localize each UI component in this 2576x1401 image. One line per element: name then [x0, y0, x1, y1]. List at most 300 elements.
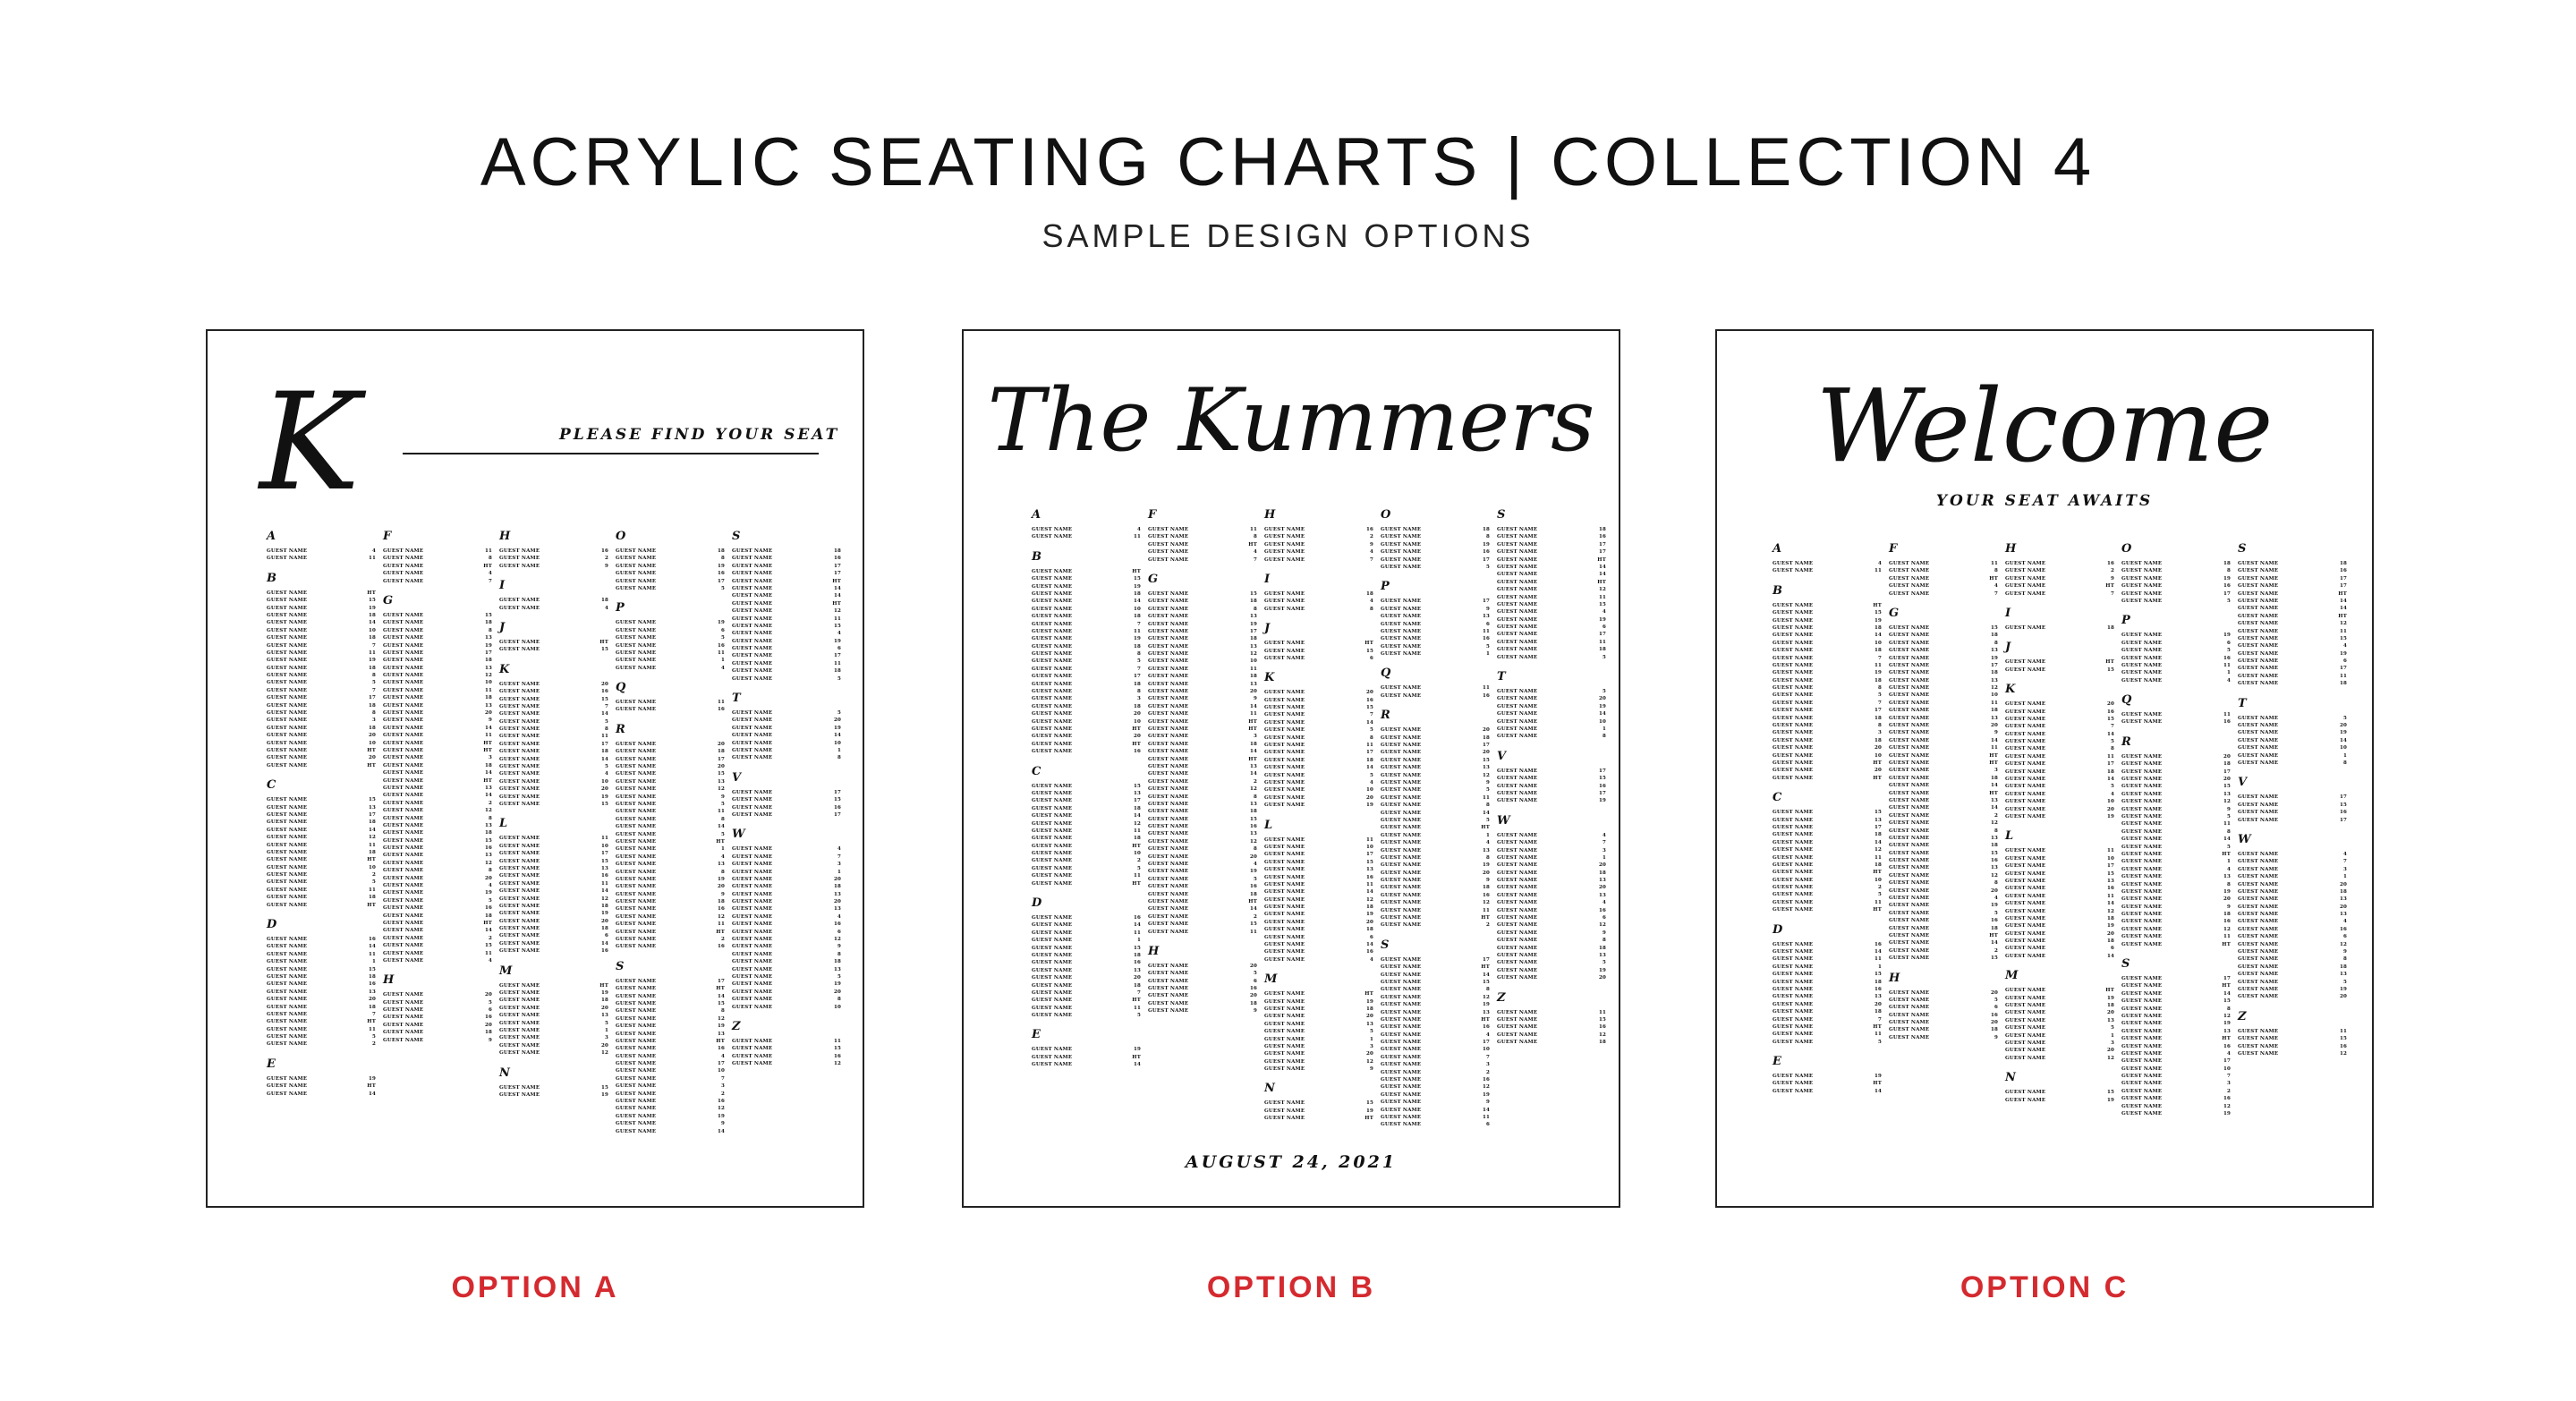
- table-number: 20: [2223, 753, 2231, 760]
- guest-name: GUEST NAME: [1497, 967, 1538, 973]
- guest-name: GUEST NAME: [1264, 690, 1305, 696]
- guest-name: GUEST NAME: [383, 710, 424, 717]
- guest-name: GUEST NAME: [732, 593, 773, 599]
- guest-row: [1264, 866, 1373, 873]
- guest-row: [1381, 824, 1490, 831]
- guest-row: [2121, 783, 2231, 790]
- guest-row: [1773, 560, 1882, 567]
- guest-row: [1773, 1001, 1882, 1008]
- guest-row: [383, 650, 492, 657]
- table-number: 11: [1874, 956, 1882, 963]
- guest-row: [2238, 993, 2347, 1000]
- guest-name: GUEST NAME: [1497, 878, 1538, 884]
- guest-row: [1032, 695, 1141, 702]
- table-number: 16: [1133, 749, 1141, 755]
- guest-row: [1773, 979, 1882, 986]
- guest-name: GUEST NAME: [1381, 915, 1422, 921]
- table-number: 8: [1369, 734, 1373, 741]
- guest-name: GUEST NAME: [267, 1026, 308, 1032]
- guest-name: GUEST NAME: [2238, 606, 2279, 612]
- guest-row: [616, 898, 725, 905]
- table-number: 16: [717, 944, 725, 950]
- guest-row: [1381, 1009, 1490, 1016]
- guest-row: [1773, 862, 1882, 869]
- guest-row: [1264, 1050, 1373, 1057]
- table-number: 5: [1877, 692, 1882, 699]
- guest-name: GUEST NAME: [2238, 650, 2279, 657]
- guest-row: [732, 1004, 841, 1011]
- guest-row: [1032, 718, 1141, 726]
- guest-name: GUEST NAME: [1148, 614, 1189, 620]
- table-number: 5: [2342, 715, 2347, 721]
- guest-row: [383, 927, 492, 934]
- guest-row: [1264, 888, 1373, 896]
- guest-row: [267, 1075, 376, 1083]
- guest-name: GUEST NAME: [2238, 817, 2279, 823]
- guest-row: [267, 958, 376, 965]
- guest-name: GUEST NAME: [1264, 727, 1305, 734]
- guest-row: [1773, 760, 1882, 767]
- guest-row: [616, 1075, 725, 1083]
- table-number: 10: [833, 1004, 841, 1010]
- letter-group: [499, 964, 608, 1057]
- guest-row: [1381, 749, 1490, 756]
- table-number: 5: [2342, 979, 2347, 985]
- guest-row: [732, 913, 841, 921]
- guest-row: [2121, 851, 2231, 858]
- table-number: 18: [833, 548, 841, 554]
- guest-row: [1497, 533, 1606, 540]
- guest-name: GUEST NAME: [1264, 998, 1305, 1005]
- guest-row: [383, 769, 492, 777]
- guest-row: [1381, 892, 1490, 899]
- guest-row: [2121, 655, 2231, 662]
- guest-name: GUEST NAME: [732, 1061, 773, 1067]
- group-letter: B: [1773, 583, 1782, 598]
- table-number: 19: [600, 794, 608, 800]
- table-number: HT: [1873, 1081, 1882, 1087]
- guest-name: GUEST NAME: [732, 966, 773, 972]
- guest-row: [1773, 1023, 1882, 1031]
- table-number: 12: [1990, 872, 1998, 879]
- guest-row: [1497, 974, 1606, 981]
- guest-row: [732, 951, 841, 958]
- guest-row: [499, 1027, 608, 1034]
- group-letter: K: [1264, 671, 1275, 685]
- guest-row: [1032, 1054, 1141, 1061]
- table-number: 15: [2106, 716, 2114, 722]
- guest-name: GUEST NAME: [732, 921, 773, 928]
- table-number: 19: [600, 911, 608, 917]
- guest-name: GUEST NAME: [1889, 590, 1930, 597]
- guest-row: [2005, 738, 2114, 745]
- table-number: 13: [1990, 797, 1998, 803]
- guest-name: GUEST NAME: [1889, 820, 1930, 827]
- guest-name: GUEST NAME: [1264, 534, 1305, 540]
- table-number: 15: [368, 797, 376, 803]
- guest-name: GUEST NAME: [1381, 692, 1422, 699]
- guest-name: GUEST NAME: [267, 635, 308, 641]
- table-number: 14: [2339, 606, 2347, 612]
- guest-name: GUEST NAME: [383, 777, 424, 784]
- guest-row: [2121, 933, 2231, 940]
- table-number: 17: [1133, 798, 1141, 804]
- table-number: 5: [1877, 1039, 1882, 1045]
- table-number: 17: [833, 563, 841, 569]
- table-number: 10: [368, 864, 376, 870]
- guest-name: GUEST NAME: [383, 999, 424, 1006]
- guest-row: [1381, 757, 1490, 764]
- table-number: 19: [2223, 888, 2231, 895]
- table-number: 13: [1990, 835, 1998, 841]
- guest-name: GUEST NAME: [1773, 655, 1814, 661]
- guest-name: GUEST NAME: [499, 794, 540, 800]
- guest-row: [1889, 715, 1998, 722]
- table-number: 7: [1602, 840, 1606, 846]
- guest-row: [1381, 979, 1490, 986]
- table-number: 16: [1598, 907, 1606, 913]
- guest-row: [1381, 832, 1490, 839]
- guest-row: [267, 634, 376, 641]
- guest-row: [1889, 560, 1998, 567]
- guest-name: GUEST NAME: [1381, 1100, 1422, 1106]
- guest-row: [1773, 677, 1882, 684]
- guest-name: GUEST NAME: [616, 1106, 657, 1112]
- guest-row: [1889, 590, 1998, 598]
- guest-row: [1889, 1004, 1998, 1011]
- guest-row: [499, 843, 608, 850]
- guest-name: GUEST NAME: [1497, 938, 1538, 944]
- guest-name: GUEST NAME: [267, 887, 308, 893]
- guest-row: [2121, 1110, 2231, 1117]
- table-number: 5: [1602, 689, 1606, 695]
- guest-row: [1148, 533, 1257, 540]
- guest-row: [1773, 752, 1882, 760]
- guest-row: [1381, 564, 1490, 571]
- guest-name: GUEST NAME: [732, 906, 773, 913]
- guest-row: [2121, 640, 2231, 647]
- table-number: 20: [1598, 885, 1606, 891]
- guest-name: GUEST NAME: [1889, 783, 1930, 789]
- guest-row: [2005, 798, 2114, 805]
- guest-row: [2121, 926, 2231, 933]
- table-number: 16: [1990, 1012, 1998, 1018]
- guest-row: [1032, 997, 1141, 1004]
- guest-row: [1773, 824, 1882, 831]
- guest-row: [1032, 673, 1141, 680]
- table-number: 18: [833, 959, 841, 965]
- guest-row: [1148, 913, 1257, 921]
- guest-name: GUEST NAME: [1889, 828, 1930, 834]
- guest-name: GUEST NAME: [1773, 1088, 1814, 1094]
- table-number: 10: [1482, 1047, 1490, 1053]
- guest-row: [1264, 926, 1373, 933]
- table-number: 5: [837, 675, 841, 682]
- guest-row: [1381, 914, 1490, 921]
- table-number: 20: [484, 992, 492, 998]
- guest-row: [2005, 806, 2114, 813]
- table-number: 1: [1877, 964, 1882, 970]
- table-number: 11: [717, 650, 725, 656]
- table-number: 11: [2223, 662, 2231, 668]
- guest-name: GUEST NAME: [2121, 670, 2163, 676]
- guest-name: GUEST NAME: [2238, 851, 2279, 857]
- table-number: 1: [1485, 651, 1490, 658]
- guest-name: GUEST NAME: [2005, 746, 2046, 752]
- table-number: 19: [1365, 802, 1373, 809]
- table-number: 9: [1602, 930, 1606, 936]
- guest-name: GUEST NAME: [1148, 786, 1189, 793]
- guest-row: [1497, 832, 1606, 839]
- guest-row: [616, 748, 725, 755]
- guest-name: GUEST NAME: [1264, 648, 1305, 654]
- guest-row: [1889, 567, 1998, 574]
- guest-name: GUEST NAME: [1032, 726, 1073, 732]
- guest-name: GUEST NAME: [1773, 941, 1814, 947]
- guest-name: GUEST NAME: [1032, 643, 1073, 650]
- guest-name: GUEST NAME: [1148, 763, 1189, 769]
- guest-name: GUEST NAME: [616, 824, 657, 830]
- guest-name: GUEST NAME: [1773, 899, 1814, 905]
- table-number: 9: [1369, 1066, 1373, 1073]
- table-number: 12: [1482, 994, 1490, 1000]
- guest-name: GUEST NAME: [732, 638, 773, 644]
- event-date: AUGUST 24, 2021: [1185, 1152, 1398, 1172]
- guest-row: [2238, 979, 2347, 986]
- guest-row: [1773, 655, 1882, 662]
- table-number: 13: [1874, 817, 1882, 823]
- guest-name: GUEST NAME: [616, 1128, 657, 1134]
- guest-name: GUEST NAME: [1497, 726, 1538, 732]
- guest-row: [267, 827, 376, 834]
- guest-row: [1264, 704, 1373, 711]
- guest-row: [267, 1040, 376, 1048]
- table-number: 6: [2226, 640, 2231, 646]
- guest-row: [267, 717, 376, 724]
- guest-name: GUEST NAME: [383, 913, 424, 919]
- guest-row: [1264, 911, 1373, 918]
- table-number: 17: [833, 571, 841, 577]
- table-number: 15: [1249, 590, 1257, 597]
- guest-row: [383, 852, 492, 859]
- table-number: 12: [1249, 786, 1257, 793]
- guest-row: [732, 861, 841, 868]
- guest-name: GUEST NAME: [1264, 904, 1305, 911]
- table-number: 19: [1990, 655, 1998, 661]
- guest-row: [1032, 952, 1141, 959]
- table-number: HT: [367, 590, 376, 596]
- guest-row: [2005, 753, 2114, 760]
- guest-name: GUEST NAME: [383, 920, 424, 926]
- table-number: 12: [717, 913, 725, 920]
- guest-name: GUEST NAME: [267, 937, 308, 943]
- guest-row: [1381, 598, 1490, 605]
- table-number: 17: [1874, 708, 1882, 714]
- guest-name: GUEST NAME: [2005, 1017, 2046, 1023]
- guest-name: GUEST NAME: [2121, 990, 2163, 997]
- guest-name: GUEST NAME: [1497, 922, 1538, 929]
- table-number: 18: [2339, 888, 2347, 895]
- table-number: 8: [1877, 723, 1882, 729]
- table-number: 20: [1365, 794, 1373, 801]
- guest-name: GUEST NAME: [616, 771, 657, 777]
- guest-name: GUEST NAME: [1889, 989, 1930, 996]
- guest-row: [2005, 560, 2114, 567]
- guest-name: GUEST NAME: [732, 846, 773, 853]
- table-number: 18: [368, 635, 376, 641]
- guest-row: [1889, 1012, 1998, 1019]
- guest-name: GUEST NAME: [1381, 817, 1422, 823]
- table-number: 8: [837, 951, 841, 957]
- table-number: 18: [1990, 775, 1998, 781]
- guest-row: [267, 687, 376, 694]
- guest-row: [499, 696, 608, 703]
- guest-row: [267, 849, 376, 856]
- group-letter: L: [2005, 829, 2014, 844]
- table-number: 9: [1253, 1008, 1257, 1015]
- guest-name: GUEST NAME: [1381, 802, 1422, 809]
- guest-row: [616, 1015, 725, 1023]
- letter-group: [1032, 508, 1141, 541]
- guest-name: GUEST NAME: [1497, 930, 1538, 936]
- guest-name: GUEST NAME: [267, 879, 308, 886]
- table-number: 4: [1994, 896, 1998, 902]
- table-number: 16: [2106, 709, 2114, 715]
- table-number: 20: [2106, 1048, 2114, 1054]
- guest-name: GUEST NAME: [383, 556, 424, 562]
- guest-name: GUEST NAME: [267, 804, 308, 811]
- table-number: 4: [1253, 862, 1257, 868]
- guest-name: GUEST NAME: [1381, 979, 1422, 985]
- table-number: 14: [717, 993, 725, 999]
- table-number: 15: [833, 797, 841, 803]
- letter-group: [2121, 614, 2231, 684]
- table-number: 5: [720, 831, 725, 837]
- table-number: 2: [1369, 534, 1373, 540]
- guest-name: GUEST NAME: [2121, 813, 2163, 819]
- table-number: 11: [484, 950, 492, 956]
- guest-row: [2121, 791, 2231, 798]
- guest-name: GUEST NAME: [1889, 812, 1930, 819]
- guest-row: [1264, 590, 1373, 598]
- table-number: 14: [1133, 599, 1141, 605]
- guest-name: GUEST NAME: [2005, 863, 2046, 870]
- table-number: 14: [1482, 1107, 1490, 1113]
- table-number: HT: [1597, 579, 1606, 585]
- guest-name: GUEST NAME: [2005, 901, 2046, 907]
- table-number: 15: [1598, 601, 1606, 607]
- guest-row: [2238, 642, 2347, 650]
- guest-row: [1264, 1115, 1373, 1122]
- guest-row: [383, 548, 492, 555]
- guest-row: [2238, 628, 2347, 635]
- guest-row: [1264, 859, 1373, 866]
- table-number: 11: [1598, 594, 1606, 600]
- table-number: 18: [1482, 734, 1490, 741]
- guest-row: [1032, 635, 1141, 642]
- table-number: 13: [833, 891, 841, 897]
- guest-row: [1032, 681, 1141, 688]
- guest-row: [267, 612, 376, 619]
- table-number: 19: [1249, 621, 1257, 627]
- table-number: 9: [2226, 904, 2231, 910]
- letter-group: [2238, 833, 2347, 1001]
- guest-row: [1148, 883, 1257, 890]
- table-number: 11: [600, 734, 608, 740]
- table-number: 20: [484, 710, 492, 717]
- guest-name: GUEST NAME: [499, 726, 540, 733]
- table-number: 2: [1994, 812, 1998, 819]
- guest-row: [1773, 767, 1882, 774]
- guest-name: GUEST NAME: [383, 770, 424, 777]
- guest-row: [1889, 910, 1998, 917]
- guest-name: GUEST NAME: [2005, 1055, 2046, 1061]
- guest-name: GUEST NAME: [732, 556, 773, 562]
- guest-row: [499, 756, 608, 763]
- table-number: 5: [1485, 787, 1490, 794]
- table-number: 11: [1874, 568, 1882, 574]
- guest-name: GUEST NAME: [1889, 692, 1930, 699]
- guest-name: GUEST NAME: [732, 891, 773, 897]
- guest-name: GUEST NAME: [1032, 590, 1073, 597]
- table-number: 18: [368, 819, 376, 826]
- group-letter: S: [616, 959, 625, 973]
- guest-row: [2005, 1097, 2114, 1104]
- table-number: 4: [1602, 832, 1606, 838]
- guest-row: [267, 747, 376, 754]
- guest-name: GUEST NAME: [383, 578, 424, 584]
- table-number: 11: [1133, 534, 1141, 540]
- guest-row: [1889, 872, 1998, 879]
- group-letter: G: [1148, 572, 1159, 586]
- guest-name: GUEST NAME: [1148, 816, 1189, 822]
- table-number: 13: [1249, 681, 1257, 687]
- table-number: 13: [1482, 614, 1490, 620]
- table-number: 16: [1482, 692, 1490, 699]
- guest-row: [1889, 1026, 1998, 1033]
- table-number: 18: [1249, 599, 1257, 605]
- table-number: 13: [717, 778, 725, 785]
- guest-name: GUEST NAME: [1148, 734, 1189, 740]
- table-number: 18: [484, 830, 492, 836]
- guest-name: GUEST NAME: [1148, 809, 1189, 815]
- guest-row: [2238, 873, 2347, 880]
- guest-row: [2238, 802, 2347, 809]
- table-number: 8: [604, 726, 608, 733]
- table-number: 6: [604, 933, 608, 939]
- group-letter: O: [1381, 508, 1391, 522]
- table-number: 19: [1133, 583, 1141, 590]
- letter-group: [1773, 1055, 1882, 1095]
- guest-name: GUEST NAME: [1889, 745, 1930, 751]
- guest-name: GUEST NAME: [1148, 869, 1189, 875]
- guest-name: GUEST NAME: [1497, 975, 1538, 981]
- guest-name: GUEST NAME: [1889, 730, 1930, 736]
- table-number: 11: [1133, 873, 1141, 879]
- guest-row: [1889, 737, 1998, 744]
- guest-name: GUEST NAME: [499, 940, 540, 947]
- letter-group: [1773, 791, 1882, 913]
- guest-row: [1889, 887, 1998, 895]
- guest-name: GUEST NAME: [1032, 858, 1073, 864]
- guest-name: GUEST NAME: [267, 811, 308, 818]
- table-number: HT: [367, 762, 376, 768]
- table-number: 19: [2223, 1111, 2231, 1117]
- guest-name: GUEST NAME: [267, 857, 308, 863]
- guest-row: [1497, 594, 1606, 601]
- group-letter: I: [2005, 606, 2011, 620]
- table-number: 18: [600, 998, 608, 1004]
